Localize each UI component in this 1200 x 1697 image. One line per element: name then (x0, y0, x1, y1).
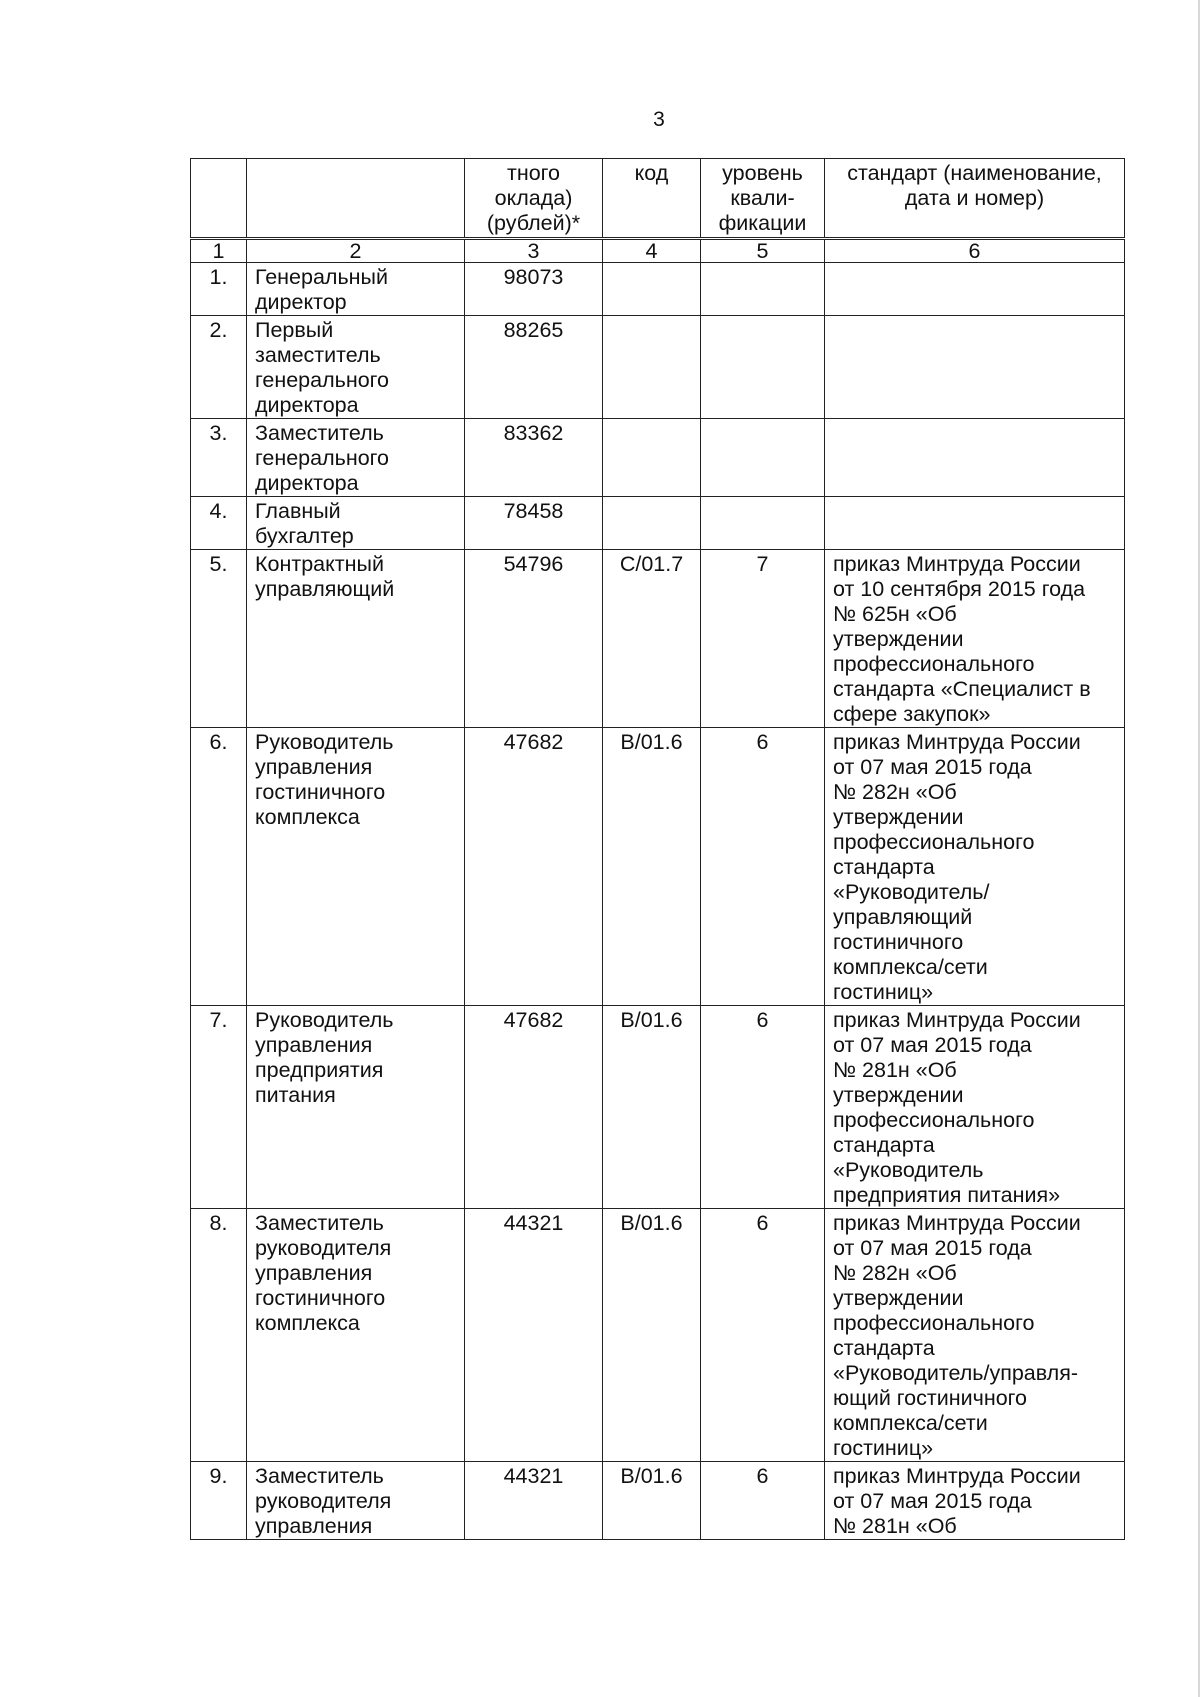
position-name (247, 550, 465, 728)
qualification-level (701, 419, 825, 497)
row-number-text: 6. (209, 730, 228, 754)
column-index-5: 5 (701, 239, 825, 263)
professional-standard-text: приказ Минтруда России от 07 мая 2015 года № 282н «Об утверждении профессионального стандарта «Руководитель/ управляющий гостиничного комплекса/сети гостиниц» (833, 730, 1081, 1004)
qualification-level (701, 728, 825, 1006)
function-code (603, 419, 701, 497)
table-row (191, 316, 1125, 419)
salary-value-text: 83362 (503, 421, 564, 445)
table-row (191, 497, 1125, 550)
professional-standard (825, 316, 1125, 419)
position-name-text: Первый заместитель генерального директора (255, 318, 389, 417)
row-number-text: 5. (209, 552, 228, 576)
function-code-text: B/01.6 (620, 1008, 683, 1032)
professional-standard-text: приказ Минтруда России от 07 мая 2015 года № 281н «Об (833, 1464, 1081, 1538)
qualification-level (701, 263, 825, 316)
row-number (191, 1006, 247, 1209)
salary-value-text: 78458 (503, 499, 564, 523)
function-code (603, 728, 701, 1006)
qualification-level-text: 6 (756, 1464, 769, 1488)
professional-standard (825, 419, 1125, 497)
salary-value (465, 263, 603, 316)
function-code (603, 550, 701, 728)
professional-standard-text: приказ Минтруда России от 10 сентября 2015 года № 625н «Об утверждении профессионального стандарта «Специалист в сфере закупок» (833, 552, 1091, 726)
table-row (191, 1462, 1125, 1540)
salary-value-text: 47682 (503, 730, 564, 754)
salary-value (465, 419, 603, 497)
table-row (191, 728, 1125, 1006)
salary-value (465, 1006, 603, 1209)
row-number (191, 1209, 247, 1462)
position-name-text: Заместитель руководителя управления гостиничного комплекса (255, 1211, 392, 1335)
function-code-text: B/01.6 (620, 1211, 683, 1235)
row-number (191, 728, 247, 1006)
qualification-level (701, 1462, 825, 1540)
row-number (191, 497, 247, 550)
position-name-text: Главный бухгалтер (255, 499, 354, 548)
function-code-text: B/01.6 (620, 730, 683, 754)
row-number-text: 8. (209, 1211, 228, 1235)
table-header-row (191, 159, 1125, 239)
salary-value (465, 550, 603, 728)
professional-standard (825, 1462, 1125, 1540)
professional-standard-text: приказ Минтруда России от 07 мая 2015 года № 281н «Об утверждении профессионального стандарта «Руководитель предприятия питания» (833, 1008, 1081, 1207)
position-name (247, 1006, 465, 1209)
row-number (191, 419, 247, 497)
column-index-6: 6 (825, 239, 1125, 263)
table-row (191, 419, 1125, 497)
header-cell-code: код (603, 159, 701, 239)
position-name (247, 1462, 465, 1540)
function-code-text: C/01.7 (619, 552, 684, 576)
header-cell-2 (247, 159, 465, 239)
qualification-level (701, 497, 825, 550)
position-name-text: Руководитель управления предприятия питания (255, 1008, 394, 1107)
qualification-level-text: 7 (756, 552, 769, 576)
salary-value-text: 47682 (503, 1008, 564, 1032)
professional-standard (825, 728, 1125, 1006)
header-cell-standard: стандарт (наименование, дата и номер) (825, 159, 1125, 239)
professional-standard-text: приказ Минтруда России от 07 мая 2015 года № 282н «Об утверждении профессионального стандарта «Руководитель/управля- ющий гостиничного комплекса/сети гостиниц» (833, 1211, 1081, 1460)
page-number: 3 (653, 108, 665, 131)
qualification-level (701, 1209, 825, 1462)
salary-value (465, 1462, 603, 1540)
salary-value (465, 497, 603, 550)
qualification-level-text: 6 (756, 1008, 769, 1032)
function-code-text: B/01.6 (620, 1464, 683, 1488)
professional-standard (825, 497, 1125, 550)
column-index-3: 3 (465, 239, 603, 263)
header-cell-salary: тного оклада) (рублей)* (465, 159, 603, 239)
salary-value-text: 98073 (503, 265, 564, 289)
header-cell-level: уровень квали- фикации (701, 159, 825, 239)
position-name-text: Контрактный управляющий (255, 552, 395, 601)
table-row (191, 1209, 1125, 1462)
salary-value-text: 44321 (503, 1464, 564, 1488)
row-number-text: 9. (209, 1464, 228, 1488)
function-code (603, 1209, 701, 1462)
professional-standard (825, 550, 1125, 728)
position-name (247, 263, 465, 316)
column-index-4: 4 (603, 239, 701, 263)
row-number (191, 263, 247, 316)
row-number (191, 1462, 247, 1540)
positions-table (190, 158, 1125, 1540)
qualification-level (701, 1006, 825, 1209)
professional-standard (825, 263, 1125, 316)
position-name-text: Заместитель генерального директора (255, 421, 389, 495)
position-name-text: Руководитель управления гостиничного комплекса (255, 730, 394, 829)
row-number-text: 2. (209, 318, 228, 342)
row-number (191, 550, 247, 728)
position-name (247, 497, 465, 550)
salary-value (465, 1209, 603, 1462)
header-cell-1 (191, 159, 247, 239)
qualification-level (701, 316, 825, 419)
function-code (603, 316, 701, 419)
function-code (603, 1006, 701, 1209)
professional-standard (825, 1006, 1125, 1209)
function-code (603, 263, 701, 316)
row-number (191, 316, 247, 419)
column-index-row (191, 239, 1125, 263)
qualification-level-text: 6 (756, 730, 769, 754)
salary-value-text: 54796 (503, 552, 564, 576)
position-name-text: Заместитель руководителя управления (255, 1464, 392, 1538)
row-number-text: 1. (209, 265, 228, 289)
position-name-text: Генеральный директор (255, 265, 388, 314)
position-name (247, 728, 465, 1006)
salary-value (465, 728, 603, 1006)
salary-value (465, 316, 603, 419)
function-code (603, 497, 701, 550)
row-number-text: 3. (209, 421, 228, 445)
salary-value-text: 44321 (503, 1211, 564, 1235)
column-index-1: 1 (191, 239, 247, 263)
table-row (191, 263, 1125, 316)
row-number-text: 4. (209, 499, 228, 523)
qualification-level (701, 550, 825, 728)
column-index-2: 2 (247, 239, 465, 263)
position-name (247, 316, 465, 419)
table-row (191, 550, 1125, 728)
function-code (603, 1462, 701, 1540)
salary-value-text: 88265 (503, 318, 564, 342)
position-name (247, 1209, 465, 1462)
row-number-text: 7. (209, 1008, 228, 1032)
position-name (247, 419, 465, 497)
qualification-level-text: 6 (756, 1211, 769, 1235)
professional-standard (825, 1209, 1125, 1462)
table-row (191, 1006, 1125, 1209)
